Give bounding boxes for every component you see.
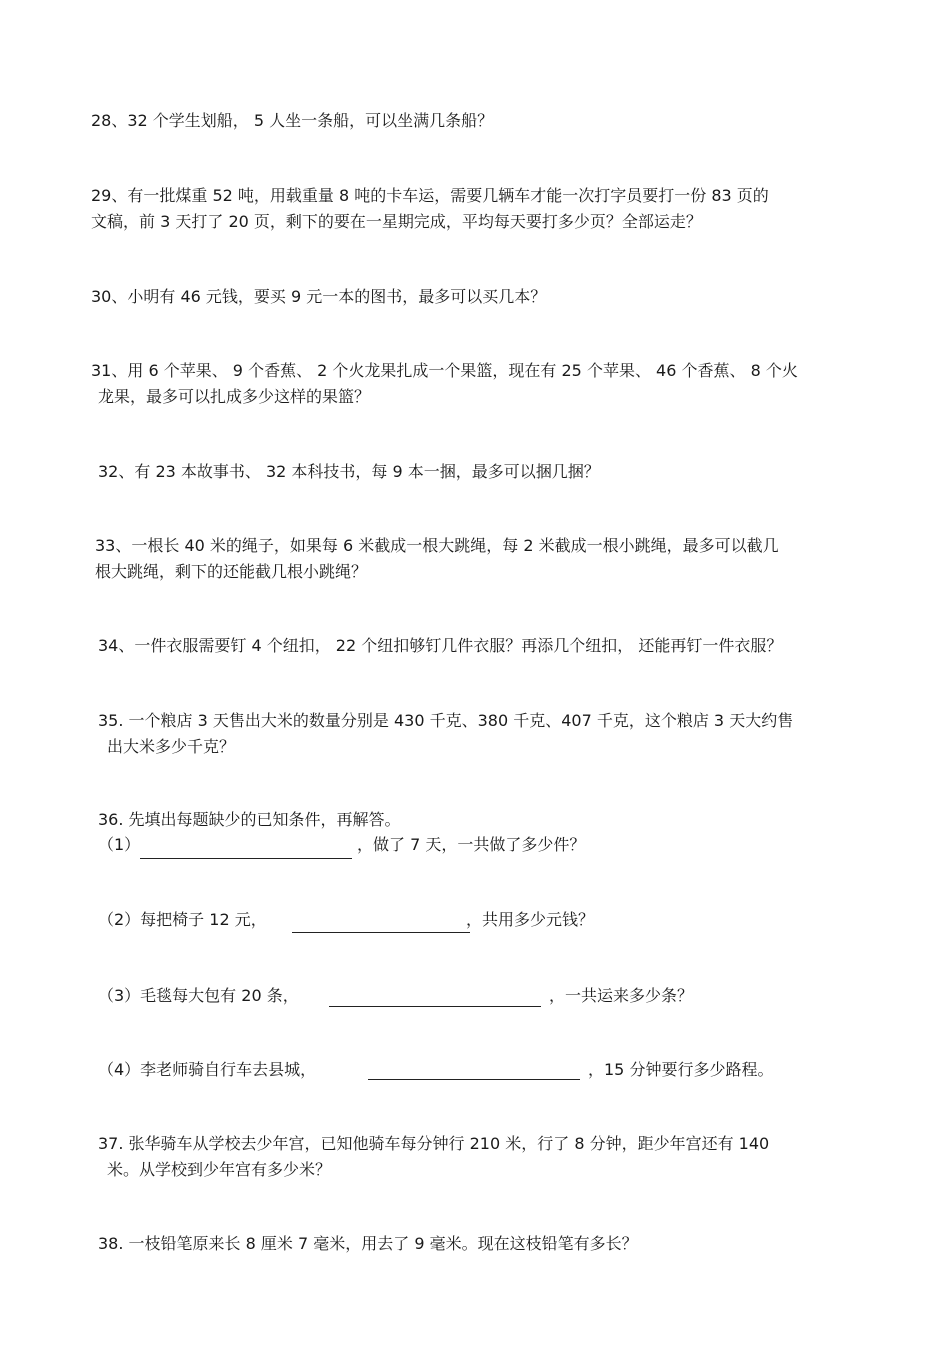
answer-blank-1[interactable] [140,858,352,859]
question-33-line-2: 根大跳绳，剩下的还能截几根小跳绳？ [95,562,368,581]
question-36-part-4-label: （4）李老师骑自行车去县城， [98,1060,317,1079]
answer-blank-2[interactable] [292,932,470,933]
question-37-line-1: 37. 张华骑车从学校去少年宫，已知他骑车每分钟行 210 米，行了 8 分钟，距少年宫还有 140 [98,1134,770,1153]
question-35-line-2: 出大米多少千克？ [107,737,236,756]
question-35-line-1: 35. 一个粮店 3 天售出大米的数量分别是 430 千克、380 千克、407 千克，这个粮店 3 天大约售 [98,711,794,730]
question-33-line-1: 33、一根长 40 米的绳子，如果每 6 米截成一根大跳绳，每 2 米截成一根小跳绳，最多可以截几 [95,536,779,555]
question-28: 28、32 个学生划船， 5 人坐一条船，可以坐满几条船？ [91,111,494,130]
question-31-line-1: 31、用 6 个苹果、 9 个香蕉、 2 个火龙果扎成一个果篮，现在有 25 个苹果、 46 个香蕉、 8 个火 [91,361,798,380]
question-29-line-2: 文稿，前 3 天打了 20 页，剩下的要在一星期完成，平均每天要打多少页？全部运走？ [91,212,702,231]
question-30: 30、小明有 46 元钱，要买 9 元一本的图书，最多可以买几本？ [91,287,547,306]
answer-blank-3[interactable] [329,1006,541,1007]
answer-blank-4[interactable] [368,1079,580,1080]
question-31-line-2: 龙果，最多可以扎成多少这样的果篮？ [98,387,371,406]
question-37-line-2: 米。从学校到少年宫有多少米？ [107,1160,332,1179]
question-29-line-1: 29、有一批煤重 52 吨，用载重量 8 吨的卡车运，需要几辆车才能一次打字员要打一份 83 页的 [91,186,769,205]
question-36-part-2-text: ，共用多少元钱？ [466,910,595,929]
question-36-intro: 36. 先填出每题缺少的已知条件，再解答。 [98,810,401,829]
question-36-part-4-text: ，15 分钟要行多少路程。 [588,1060,774,1079]
question-36-part-1-number: （1） [98,835,141,854]
question-36-part-1-text: ，做了 7 天，一共做了多少件？ [357,835,586,854]
question-32: 32、有 23 本故事书、 32 本科技书，每 9 本一捆，最多可以捆几捆？ [98,462,600,481]
question-36-part-3-label: （3）毛毯每大包有 20 条， [98,986,299,1005]
question-36-part-2-label: （2）每把椅子 12 元， [98,910,267,929]
question-36-part-3-text: ，一共运来多少条？ [549,986,694,1005]
question-34: 34、一件衣服需要钉 4 个纽扣， 22 个纽扣够钉几件衣服？再添几个纽扣， 还能再钉一件衣服？ [98,636,783,655]
question-38: 38. 一枝铅笔原来长 8 厘米 7 毫米，用去了 9 毫米。现在这枝铅笔有多长？ [98,1234,638,1253]
